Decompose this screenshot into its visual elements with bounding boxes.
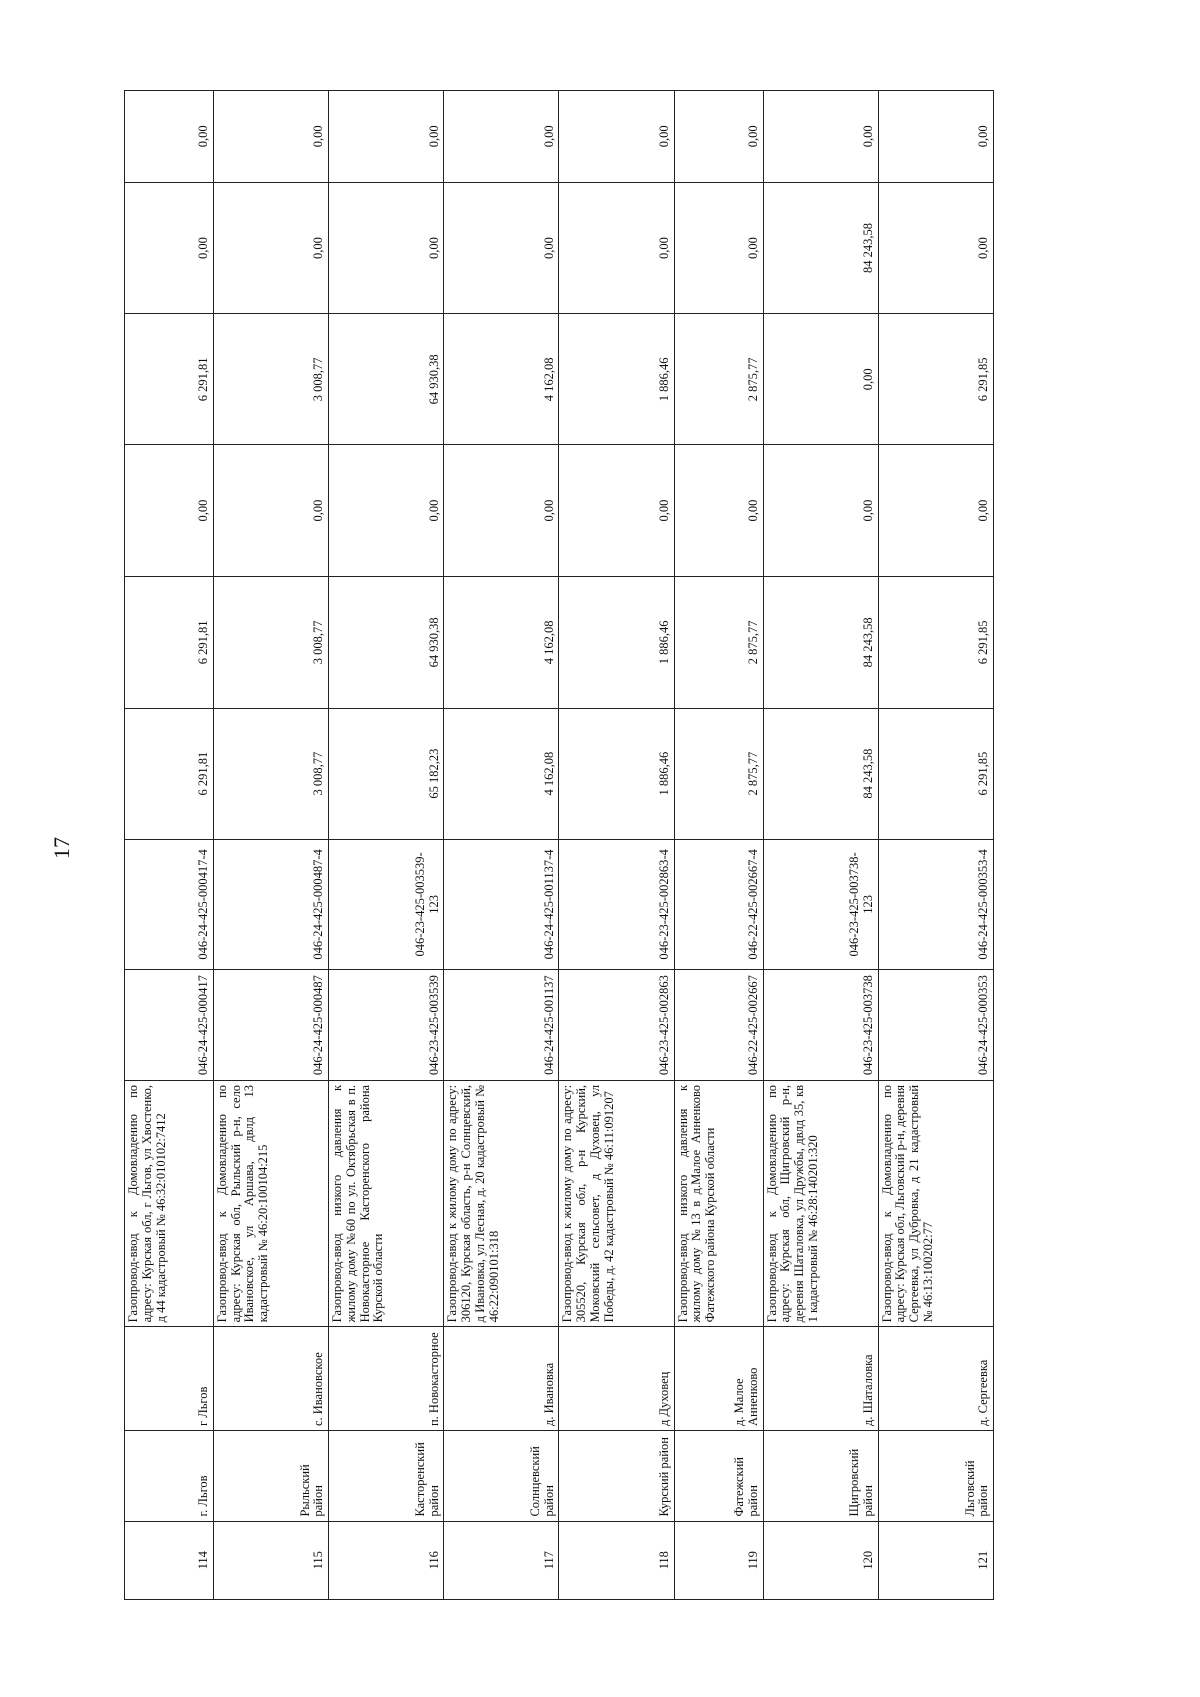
value-cell: 64 930,38 — [329, 576, 444, 708]
object-code-cell: 046-24-425-001137-4 — [444, 839, 559, 970]
value-cell: 0,00 — [329, 445, 444, 577]
value-cell: 0,00 — [125, 445, 214, 577]
row-number: 116 — [329, 1521, 444, 1599]
district-cell: Фатежский район — [674, 1431, 763, 1522]
value-cell: 84 243,58 — [763, 708, 878, 839]
value-cell: 0,00 — [878, 182, 993, 314]
row-number: 120 — [763, 1521, 878, 1599]
table-row — [878, 91, 993, 1600]
locality-cell: д. Сергеевка — [878, 1327, 993, 1431]
inventory-code-cell: 046-23-425-003738 — [763, 970, 878, 1081]
district-cell: Касторенский район — [329, 1431, 444, 1522]
inventory-code-cell: 046-22-425-002667 — [674, 970, 763, 1081]
table-row — [329, 91, 444, 1600]
row-number: 118 — [559, 1521, 674, 1599]
row-number: 114 — [125, 1521, 214, 1599]
row-number: 117 — [444, 1521, 559, 1599]
description-cell: Газопровод-ввод к Домовладению по адресу: Курская обл, Щигровский р-н, деревня Шаталовка, ул Дружбы, двлд 35, кв 1 кадастровый № 46:28:140201:320 — [763, 1080, 878, 1326]
locality-cell: д Духовец — [559, 1327, 674, 1431]
value-cell: 6 291,85 — [878, 314, 993, 445]
description-cell: Газопровод-ввод низкого давления к жилому дому №13 в д.Малое Анненково Фатежского района Курской области — [674, 1080, 763, 1326]
value-cell: 4 162,08 — [444, 576, 559, 708]
value-cell: 0,00 — [878, 445, 993, 577]
value-cell: 6 291,81 — [125, 708, 214, 839]
table-row — [125, 91, 214, 1600]
value-cell: 0,00 — [213, 91, 328, 183]
value-cell: 84 243,58 — [763, 182, 878, 314]
row-number: 115 — [213, 1521, 328, 1599]
value-cell: 0,00 — [674, 445, 763, 577]
district-cell: Курский район — [559, 1431, 674, 1522]
value-cell: 6 291,81 — [125, 314, 214, 445]
district-cell: Льговский район — [878, 1431, 993, 1522]
inventory-code-cell: 046-23-425-002863 — [559, 970, 674, 1081]
rotated-table-wrapper — [124, 90, 994, 1600]
value-cell: 1 886,46 — [559, 314, 674, 445]
value-cell: 1 886,46 — [559, 708, 674, 839]
description-cell: Газопровод-ввод к Домовладению по адресу: Курская обл, г Льгов, ул Хвостенко, д 44 кадастровый № 46:32:010102:7412 — [125, 1080, 214, 1326]
value-cell: 0,00 — [674, 91, 763, 183]
value-cell: 6 291,85 — [878, 708, 993, 839]
value-cell: 0,00 — [329, 182, 444, 314]
table-row — [213, 91, 328, 1600]
value-cell: 0,00 — [559, 91, 674, 183]
inventory-code-cell: 046-24-425-000353 — [878, 970, 993, 1081]
value-cell: 0,00 — [559, 445, 674, 577]
row-number: 119 — [674, 1521, 763, 1599]
value-cell: 0,00 — [559, 182, 674, 314]
row-number: 121 — [878, 1521, 993, 1599]
value-cell: 1 886,46 — [559, 576, 674, 708]
description-cell: Газопровод-ввод к жилому дому по адресу: 306120, Курская область, р-н Солнцевский, д Ивановка, ул Лесная, д. 20 кадастровый № 46:22:090101:318 — [444, 1080, 559, 1326]
description-cell: Газопровод-ввод к Домовладению по адресу: Курская обл, Льговский р-н, деревня Сергеевка, ул Дубровка, д 21 кадастровый № 46:13:100202:77 — [878, 1080, 993, 1326]
inventory-code-cell: 046-23-425-003539 — [329, 970, 444, 1081]
object-code-cell: 046-24-425-000417-4 — [125, 839, 214, 970]
locality-cell: г Льгов — [125, 1327, 214, 1431]
value-cell: 0,00 — [444, 445, 559, 577]
table-row — [444, 91, 559, 1600]
value-cell: 3 008,77 — [213, 576, 328, 708]
district-cell: Солнцевский район — [444, 1431, 559, 1522]
inventory-code-cell: 046-24-425-000417 — [125, 970, 214, 1081]
value-cell: 64 930,38 — [329, 314, 444, 445]
value-cell: 0,00 — [763, 91, 878, 183]
object-code-cell: 046-23-425-003539-123 — [329, 839, 444, 970]
value-cell: 4 162,08 — [444, 708, 559, 839]
district-cell: Рыльский район — [213, 1431, 328, 1522]
value-cell: 0,00 — [763, 314, 878, 445]
object-code-cell: 046-23-425-003738-123 — [763, 839, 878, 970]
value-cell: 0,00 — [213, 445, 328, 577]
value-cell: 2 875,77 — [674, 314, 763, 445]
value-cell: 4 162,08 — [444, 314, 559, 445]
value-cell: 0,00 — [329, 91, 444, 183]
value-cell: 0,00 — [125, 91, 214, 183]
locality-cell: д. Ивановка — [444, 1327, 559, 1431]
inventory-code-cell: 046-24-425-001137 — [444, 970, 559, 1081]
value-cell: 3 008,77 — [213, 314, 328, 445]
district-cell: г. Льгов — [125, 1431, 214, 1522]
district-cell: Щигровский район — [763, 1431, 878, 1522]
value-cell: 0,00 — [674, 182, 763, 314]
value-cell: 0,00 — [125, 182, 214, 314]
table-row — [763, 91, 878, 1600]
table-row — [559, 91, 674, 1600]
locality-cell: д. Малое Анненково — [674, 1327, 763, 1431]
value-cell: 0,00 — [763, 445, 878, 577]
description-cell: Газопровод-ввод низкого давления к жилому дому №60 по ул. Октябрьская в п. Новокасторное Касторенского района Курской области — [329, 1080, 444, 1326]
value-cell: 3 008,77 — [213, 708, 328, 839]
value-cell: 2 875,77 — [674, 708, 763, 839]
object-code-cell: 046-23-425-002863-4 — [559, 839, 674, 970]
value-cell: 6 291,85 — [878, 576, 993, 708]
value-cell: 6 291,81 — [125, 576, 214, 708]
page-number: 17 — [49, 837, 74, 859]
value-cell: 2 875,77 — [674, 576, 763, 708]
value-cell: 0,00 — [878, 91, 993, 183]
object-code-cell: 046-24-425-000353-4 — [878, 839, 993, 970]
locality-cell: п. Новокасторное — [329, 1327, 444, 1431]
table-row — [674, 91, 763, 1600]
value-cell: 0,00 — [444, 91, 559, 183]
locality-cell: с. Ивановское — [213, 1327, 328, 1431]
value-cell: 0,00 — [213, 182, 328, 314]
description-cell: Газопровод-ввод к жилому дому по адресу: 305520, Курская обл, р-н Курский, Моковский сельсовет, д Духовец, ул Победы, д. 42 кадастровый № 46:11:091207 — [559, 1080, 674, 1326]
inventory-code-cell: 046-24-425-000487 — [213, 970, 328, 1081]
asset-table — [124, 90, 994, 1600]
object-code-cell: 046-22-425-002667-4 — [674, 839, 763, 970]
locality-cell: д. Шаталовка — [763, 1327, 878, 1431]
value-cell: 65 182,23 — [329, 708, 444, 839]
description-cell: Газопровод-ввод к Домовладению по адресу: Курская обл, Рыльский р-н, село Ивановское, ул Аршава, двлд 13 кадастровый № 46:20:100104:215 — [213, 1080, 328, 1326]
value-cell: 0,00 — [444, 182, 559, 314]
object-code-cell: 046-24-425-000487-4 — [213, 839, 328, 970]
value-cell: 84 243,58 — [763, 576, 878, 708]
